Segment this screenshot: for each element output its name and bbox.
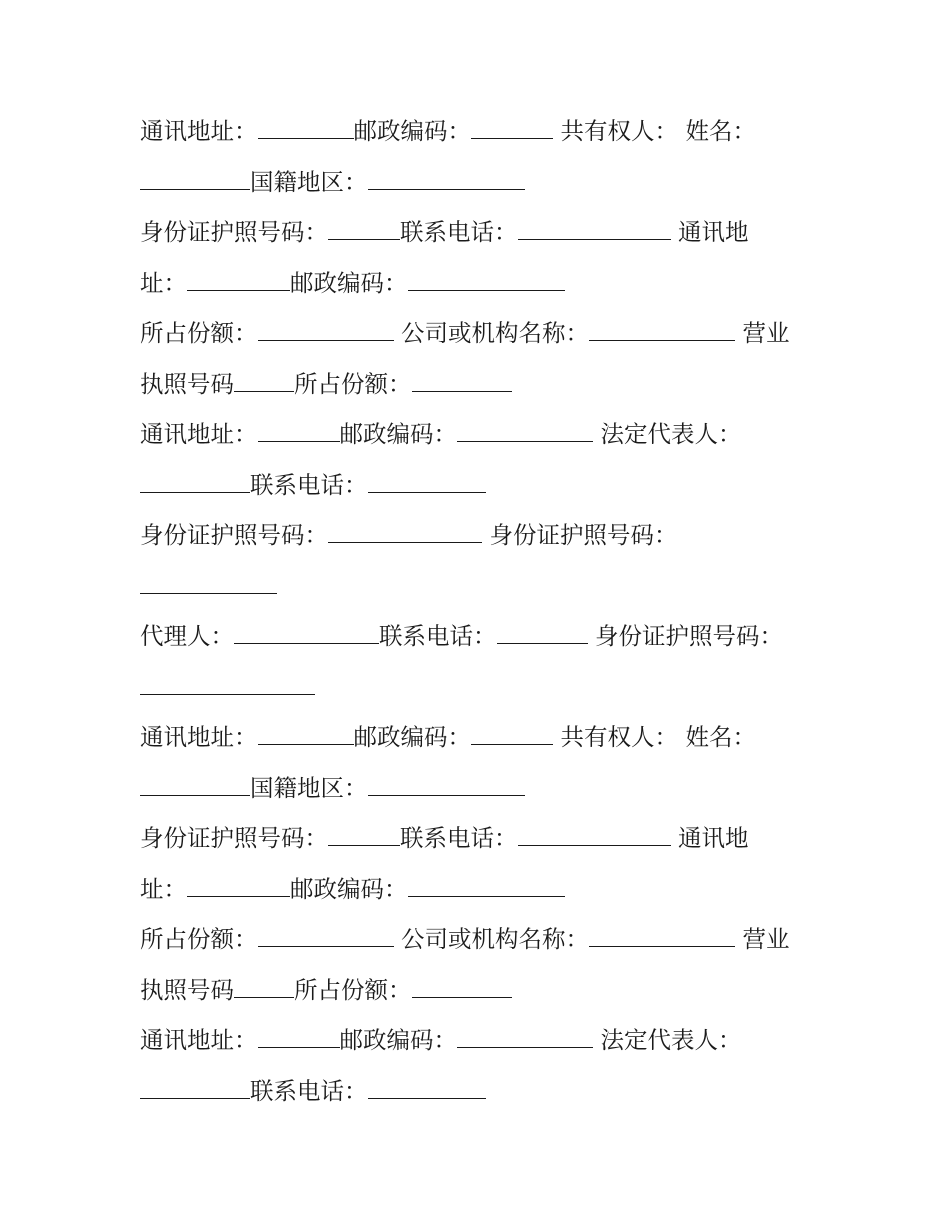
nationality-blank[interactable]	[368, 159, 525, 190]
company-name-blank[interactable]	[589, 916, 735, 947]
address-blank[interactable]	[187, 260, 290, 291]
form-line	[140, 664, 820, 715]
form-line	[140, 462, 820, 513]
label-address: 通讯地址：	[140, 420, 258, 448]
form-line	[140, 1068, 820, 1119]
label-address-end: 址：	[140, 874, 187, 903]
label-phone: 联系电话：	[379, 622, 497, 650]
license-number-blank[interactable]	[234, 967, 294, 998]
label-phone: 联系电话：	[250, 470, 368, 499]
label-postcode: 邮政编码：	[353, 723, 471, 751]
form-line	[140, 714, 820, 765]
label-postcode: 邮政编码：	[339, 1026, 457, 1054]
postcode-blank[interactable]	[408, 866, 565, 897]
label-id-passport: 身份证护照号码：	[140, 824, 328, 852]
label-postcode: 邮政编码：	[353, 117, 471, 145]
form-line	[140, 613, 820, 664]
name-blank[interactable]	[140, 159, 250, 190]
label-agent: 代理人：	[140, 622, 234, 650]
address-blank[interactable]	[187, 866, 290, 897]
label-address-start: 通讯地	[670, 824, 749, 852]
label-postcode: 邮政编码：	[290, 874, 408, 903]
form-line	[140, 108, 820, 159]
form-page	[140, 108, 820, 1118]
label-share: 所占份额：	[140, 925, 258, 953]
phone-blank[interactable]	[368, 462, 486, 493]
label-address: 通讯地址：	[140, 1026, 258, 1054]
company-name-blank[interactable]	[589, 310, 735, 341]
label-phone: 联系电话：	[400, 218, 518, 246]
form-line	[140, 563, 820, 614]
form-line	[140, 815, 820, 866]
form-line	[140, 209, 820, 260]
legal-rep-blank[interactable]	[140, 462, 250, 493]
share-blank[interactable]	[412, 361, 512, 392]
name-blank[interactable]	[140, 765, 250, 796]
form-line	[140, 512, 820, 563]
postcode-blank[interactable]	[457, 1017, 593, 1048]
phone-blank[interactable]	[368, 1068, 486, 1099]
form-line	[140, 411, 820, 462]
label-share: 所占份额：	[140, 319, 258, 347]
address-blank[interactable]	[258, 1017, 340, 1048]
form-line	[140, 765, 820, 816]
label-id-passport-3: 身份证护照号码：	[587, 622, 783, 650]
form-line	[140, 159, 820, 210]
label-postcode: 邮政编码：	[290, 268, 408, 297]
share-blank[interactable]	[258, 310, 394, 341]
postcode-blank[interactable]	[471, 714, 553, 745]
agent-blank[interactable]	[234, 613, 379, 644]
label-legal-rep: 法定代表人：	[593, 1026, 742, 1054]
id-passport-blank[interactable]	[140, 664, 315, 695]
id-passport-blank[interactable]	[328, 512, 482, 543]
label-license-number: 执照号码	[140, 975, 234, 1004]
label-share: 所占份额：	[294, 369, 412, 398]
form-line	[140, 260, 820, 311]
id-passport-blank[interactable]	[328, 815, 400, 846]
label-share: 所占份额：	[294, 975, 412, 1004]
label-co-owner-name: 共有权人： 姓名：	[553, 723, 756, 751]
postcode-blank[interactable]	[471, 108, 553, 139]
label-license-number: 执照号码	[140, 369, 234, 398]
form-line	[140, 866, 820, 917]
form-line	[140, 1017, 820, 1068]
label-address: 通讯地址：	[140, 723, 258, 751]
label-company-name: 公司或机构名称：	[393, 925, 589, 953]
form-line	[140, 310, 820, 361]
nationality-blank[interactable]	[368, 765, 525, 796]
postcode-blank[interactable]	[457, 411, 593, 442]
label-id-passport-2: 身份证护照号码：	[482, 521, 678, 549]
label-company-name: 公司或机构名称：	[393, 319, 589, 347]
address-blank[interactable]	[258, 108, 354, 139]
label-address-end: 址：	[140, 268, 187, 297]
id-passport-blank[interactable]	[328, 209, 400, 240]
address-blank[interactable]	[258, 411, 340, 442]
license-number-blank[interactable]	[234, 361, 294, 392]
phone-blank[interactable]	[518, 209, 671, 240]
form-line	[140, 361, 820, 412]
share-blank[interactable]	[412, 967, 512, 998]
form-line	[140, 916, 820, 967]
phone-blank[interactable]	[497, 613, 588, 644]
form-line	[140, 967, 820, 1018]
label-phone: 联系电话：	[250, 1076, 368, 1105]
label-nationality: 国籍地区：	[250, 167, 368, 196]
label-nationality: 国籍地区：	[250, 773, 368, 802]
label-co-owner-name: 共有权人： 姓名：	[553, 117, 756, 145]
id-passport-blank[interactable]	[140, 563, 277, 594]
label-business-start: 营业	[734, 925, 790, 953]
legal-rep-blank[interactable]	[140, 1068, 250, 1099]
label-id-passport: 身份证护照号码：	[140, 218, 328, 246]
label-id-passport: 身份证护照号码：	[140, 521, 328, 549]
label-address-start: 通讯地	[670, 218, 749, 246]
label-phone: 联系电话：	[400, 824, 518, 852]
phone-blank[interactable]	[518, 815, 671, 846]
share-blank[interactable]	[258, 916, 394, 947]
postcode-blank[interactable]	[408, 260, 565, 291]
address-blank[interactable]	[258, 714, 354, 745]
label-postcode: 邮政编码：	[339, 420, 457, 448]
label-business-start: 营业	[734, 319, 790, 347]
label-address: 通讯地址：	[140, 117, 258, 145]
label-legal-rep: 法定代表人：	[593, 420, 742, 448]
